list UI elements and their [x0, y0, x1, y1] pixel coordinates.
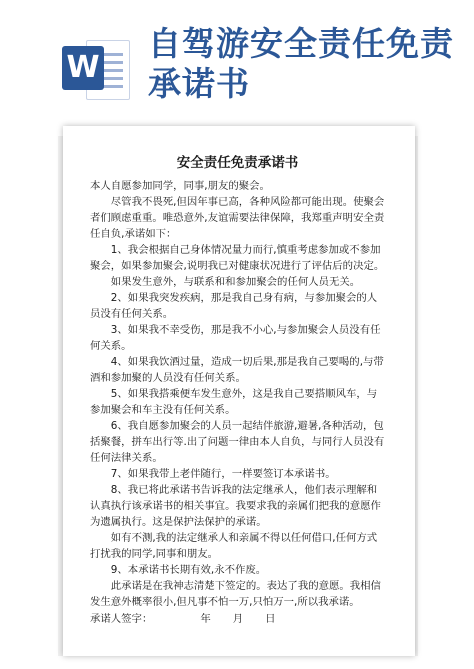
word-badge: W — [62, 46, 104, 90]
document-sheet — [63, 126, 415, 656]
year-label: 年 — [200, 613, 211, 625]
page-header — [0, 0, 474, 118]
day-label: 日 — [265, 613, 276, 625]
signature-line — [90, 611, 385, 627]
month-label: 月 — [232, 613, 244, 625]
document-paragraph: 6、我自愿参加聚会的人员一起结伴旅游,避暑,各种活动，包括聚餐，拼车出行等.出了问题一律由本人自负，与同行人员没有任何法律关系。 — [90, 420, 385, 464]
document-title: 安全责任免责承诺书 — [176, 155, 299, 171]
document-paragraph: 1、我会根据自己身体情况量力而行,慎重考虑参加或不参加聚会，如果参加聚会,说明我已对健康状况进行了评估后的决定。 — [90, 244, 385, 272]
document-paragraph: 8、我已将此承诺书告诉我的法定继承人，他们表示理解和认真执行该承诺书的相关事宜。我要求我的亲属们把我的意愿作为遗属执行。这是保护法保护的承诺。 — [90, 484, 381, 528]
document-paragraph: 此承诺是在我神志清楚下签定的。表达了我的意愿。我相信发生意外概率很小,但凡事不怕一万,只怕万一,所以我承诺。 — [90, 580, 381, 608]
document-paragraph: 尽管我不畏死,但因年事已高，各种风险都可能出现。使聚会者们顾虑重重。唯恐意外,友谊需要法律保障，我郑重声明安全责任自负,承诺如下： — [90, 196, 385, 240]
document-paragraph: 5、如果我搭乘便车发生意外，这是我自己要搭顺风车，与参加聚会和车主没有任何关系。 — [90, 388, 378, 416]
word-icon — [62, 36, 130, 102]
document-paragraph: 3、如果我不幸受伤，那是我不小心,与参加聚会人员没有任何关系。 — [90, 324, 381, 352]
document-paragraph: 本人自愿参加同学，同事,朋友的聚会。 — [90, 180, 270, 192]
page-title: 自驾游安全责任免责承诺书 — [148, 24, 454, 103]
signature-label: 承诺人签字： — [90, 613, 153, 625]
document-paragraph: 4、如果我饮酒过量，造成一切后果,那是我自己要喝的,与带酒和参加聚的人员没有任何关系。 — [90, 356, 384, 384]
document-paragraph: 如果发生意外，与联系和和参加聚会的任何人员无关。 — [110, 276, 361, 288]
document-paragraph: 9、本承诺书长期有效,永不作废。 — [110, 564, 267, 576]
document-paragraph: 7、如果我带上老伴随行，一样要签订本承诺书。 — [110, 468, 336, 480]
document-paragraph: 如有不测,我的法定继承人和亲属不得以任何借口,任何方式打扰我的同学,同事和朋友。 — [90, 532, 378, 560]
document-paragraph: 2、如果我突发疾病，那是我自己身有病，与参加聚会的人员没有任何关系。 — [90, 292, 378, 320]
